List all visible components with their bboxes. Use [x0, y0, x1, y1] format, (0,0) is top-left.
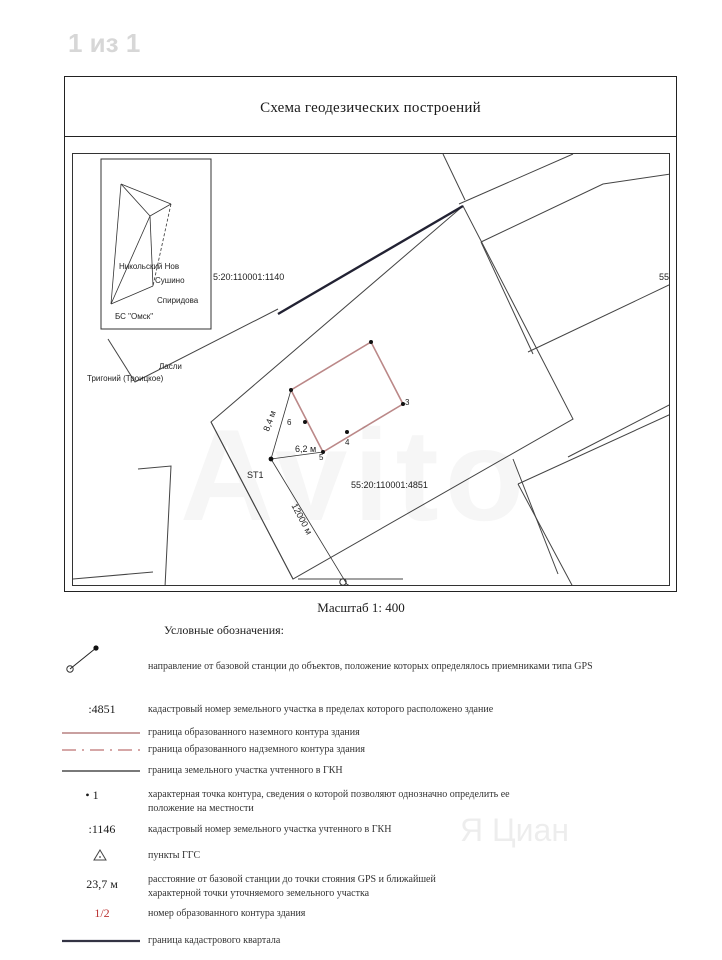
- gkn-parcel-line-icon: [62, 768, 142, 774]
- label-point-3: 3: [405, 398, 410, 407]
- legend-text: граница образованного надземного контура здания: [148, 744, 365, 755]
- legend-symbol: 23,7 м: [86, 877, 118, 891]
- label-dist-3: 12000 м: [289, 501, 315, 537]
- parcel-line: [518, 414, 670, 484]
- inset-label-2: Сушино: [155, 276, 185, 285]
- legend-symbol: • 1: [85, 788, 99, 802]
- quarter-boundary: [278, 206, 463, 314]
- page-counter: 1 из 1: [68, 28, 141, 58]
- legend-text: кадастровый номер земельного участка в пределах которого расположено здание: [148, 704, 494, 715]
- label-dist-1: 8,4 м: [261, 409, 278, 433]
- label-parcel-top: 5:20:110001:1140: [213, 272, 285, 282]
- parcel-line: [568, 404, 670, 457]
- parcel-line: [138, 466, 171, 586]
- legend-text: расстояние от базовой станции до точки стояния GPS и ближайшей характерной точки уточняемого земельного участка: [148, 874, 436, 899]
- label-point-6: 6: [287, 418, 292, 427]
- parcel-line: [459, 154, 573, 204]
- scheme-scale: Масштаб 1: 400: [317, 600, 405, 615]
- label-point-5: 5: [319, 453, 324, 462]
- legend-symbol: 1/2: [94, 906, 110, 920]
- label-station: ST1: [247, 470, 264, 480]
- legend-text: граница образованного наземного контура здания: [148, 727, 360, 738]
- contour-point: [289, 388, 293, 392]
- inset-label-1: Никольский Нов: [119, 262, 180, 271]
- legend-text: направление от базовой станции до объектов, положение которых определялось приемниками типа GPS: [148, 661, 593, 672]
- parcel-line: [443, 154, 465, 200]
- label-parcel-main: 55:20:110001:4851: [351, 480, 428, 490]
- contour-point: [369, 340, 373, 344]
- gps-direction-icon: [60, 644, 120, 678]
- parcel-line: [528, 284, 670, 352]
- inset-label-6: Тригоний (Троицкое): [87, 374, 164, 383]
- label-dist-2: 6,2 м: [295, 444, 317, 454]
- quarter-boundary-line-icon: [62, 938, 142, 944]
- inset-label-3: Спиридова: [157, 296, 199, 305]
- above-ground-contour-line-icon: [62, 747, 142, 753]
- watermark-cian: Я Циан: [460, 812, 570, 848]
- title-row: [65, 77, 676, 137]
- legend-text: пункты ГГС: [148, 850, 201, 861]
- ggs-triangle-icon: [92, 848, 108, 862]
- parcel-line: [481, 174, 670, 242]
- legend-text: граница кадастрового квартала: [148, 935, 281, 946]
- legend-text: характерная точка контура, сведения о которой позволяют однозначно определить ее положение на местности: [148, 789, 510, 814]
- parcel-line: [73, 572, 153, 579]
- label-point-4: 4: [345, 438, 350, 447]
- watermark-avito: [180, 400, 530, 550]
- label-parcel-edge: 55: [659, 272, 670, 282]
- ground-contour-line-icon: [62, 730, 142, 736]
- legend-text: кадастровый номер земельного участка учтенного в ГКН: [148, 824, 392, 835]
- legend-text: номер образованного контура здания: [148, 908, 306, 919]
- scheme-title: Схема геодезических построений: [260, 100, 481, 116]
- legend-symbol: :1146: [88, 822, 116, 836]
- legend-text: граница земельного участка учтенного в ГКН: [148, 765, 343, 776]
- inset-label-5: Ласли: [159, 362, 182, 371]
- inset-label-4: БС "Омск": [115, 312, 154, 321]
- legend-symbol: :4851: [88, 702, 116, 716]
- parcel-line: [481, 242, 533, 354]
- legend-title: Условные обозначения:: [164, 623, 285, 637]
